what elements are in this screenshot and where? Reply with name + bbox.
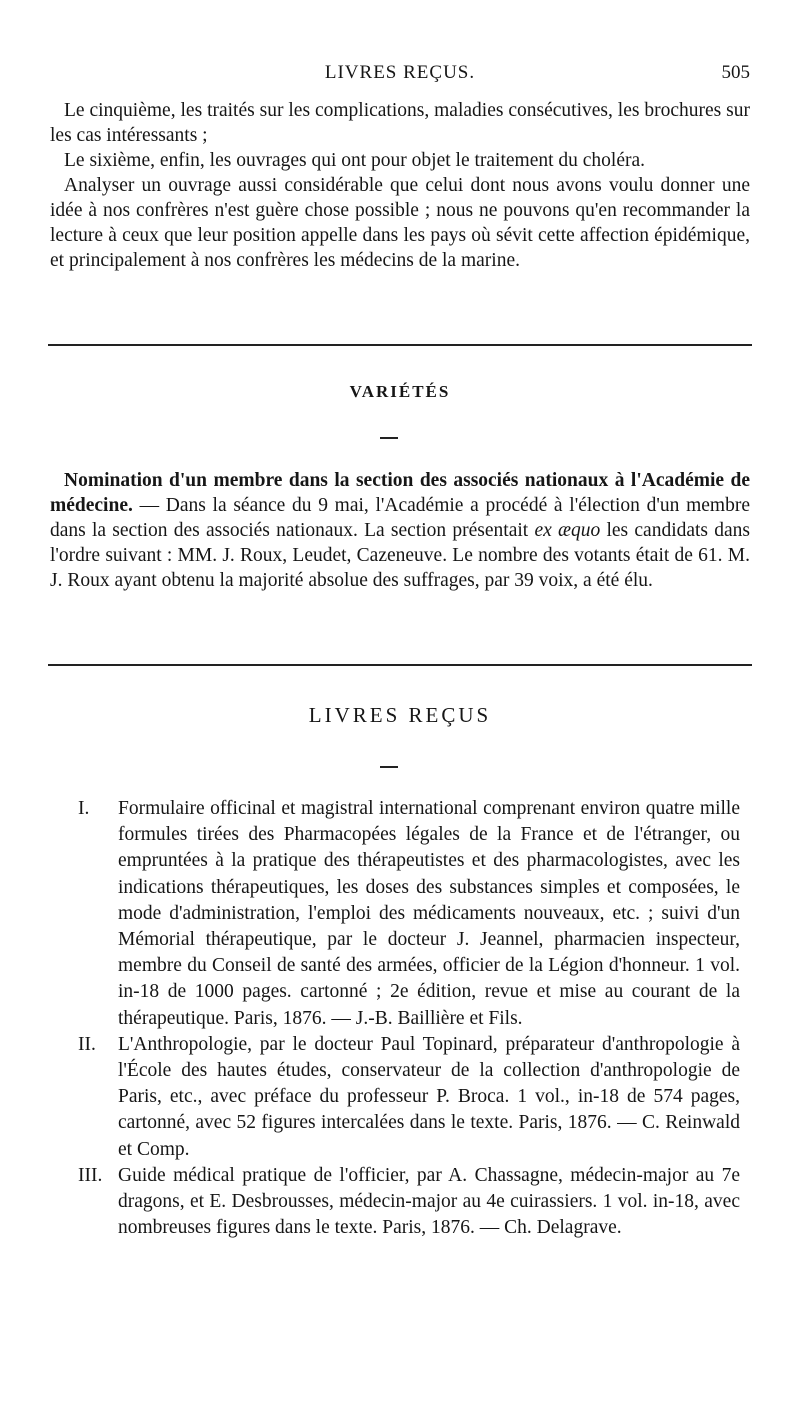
heading-dash [380, 766, 398, 768]
item-number: I. [78, 798, 90, 819]
varietes-heading: VARIÉTÉS [349, 382, 451, 401]
list-item [78, 796, 740, 1032]
page-number: 505 [721, 62, 750, 83]
book-list [78, 796, 740, 1241]
list-item [78, 1163, 740, 1242]
list-item [78, 1032, 740, 1163]
news-paragraph [50, 468, 750, 593]
intro-paragraph-1: Le cinquième, les traités sur les complications, maladies consécutives, les brochures sur les cas intéressants ; [50, 100, 750, 146]
heading-dash [380, 437, 398, 439]
section-divider [48, 344, 752, 346]
news-body-start: — Dans la séance du 9 mai, l'Académie a procédé à l'élection d'un membre dans la section des associés nationaux. La section présentait [50, 495, 750, 541]
running-title: LIVRES REÇUS. [324, 62, 476, 83]
news-title: Nomination d'un membre dans la section des associés nationaux à l'Académie de médecine. [50, 470, 750, 516]
section-divider [48, 664, 752, 666]
livres-heading: LIVRES REÇUS [308, 703, 492, 727]
item-number: II. [78, 1033, 96, 1055]
news-body-end: les candidats dans l'ordre suivant : MM. J. Roux, Leudet, Cazeneuve. Le nombre des votants était de 61. M. J. Roux ayant obtenu la majorité absolue des suffrages, par 39 voix, a été élu. [50, 520, 750, 591]
intro-text [50, 98, 750, 273]
intro-paragraph-2: Le sixième, enfin, les ouvrages qui ont pour objet le traitement du choléra. [64, 150, 646, 171]
news-italic-phrase: ex æquo [534, 520, 601, 541]
item-text: Formulaire officinal et magistral international comprenant environ quatre mille formules tirées des Pharmacopées légales de la France et de l'étranger, ou empruntées à la pratique des thérapeutistes et des pharmacologistes, avec les indications thérapeutiques, les doses des substances simples et composées, le mode d'administration, l'emploi des médicaments nouveaux, etc. ; suivi d'un Mémorial thérapeutique, par le docteur J. Jeannel, pharmacien inspecteur, membre du Conseil de santé des armées, officier de la Légion d'honneur. 1 vol. in-18 de 1000 pages. cartonné ; 2e édition, revue et mise au courant de la thérapeutique. Paris, 1876. — J.-B. Baillière et Fils. [118, 798, 740, 1029]
varietes-text [50, 468, 750, 593]
item-text: Guide médical pratique de l'officier, par A. Chassagne, médecin-major au 7e dragons, et E. Desbrousses, médecin-major au 4e cuirassiers. 1 vol. in-18, avec nombreuses figures dans le texte. Paris, 1876. — Ch. Delagrave. [118, 1164, 740, 1239]
item-number: III. [78, 1164, 103, 1186]
intro-paragraph-3: Analyser un ouvrage aussi considérable que celui dont nous avons voulu donner une idée à nos confrères n'est guère chose possible ; nous ne pouvons qu'en recommander la lecture à ceux que leur position appelle dans les pays où sévit cette affection épidémique, et principalement à nos confrères les médecins de la marine. [50, 175, 750, 271]
item-text: L'Anthropologie, par le docteur Paul Topinard, préparateur d'anthropologie à l'École des hautes études, conservateur de la collection d'anthropologie de Paris, etc., avec préface du professeur P. Broca. 1 vol., in-18 de 574 pages, cartonné, avec 52 figures intercalées dans le texte. Paris, 1876. — C. Reinwald et Comp. [118, 1033, 740, 1160]
